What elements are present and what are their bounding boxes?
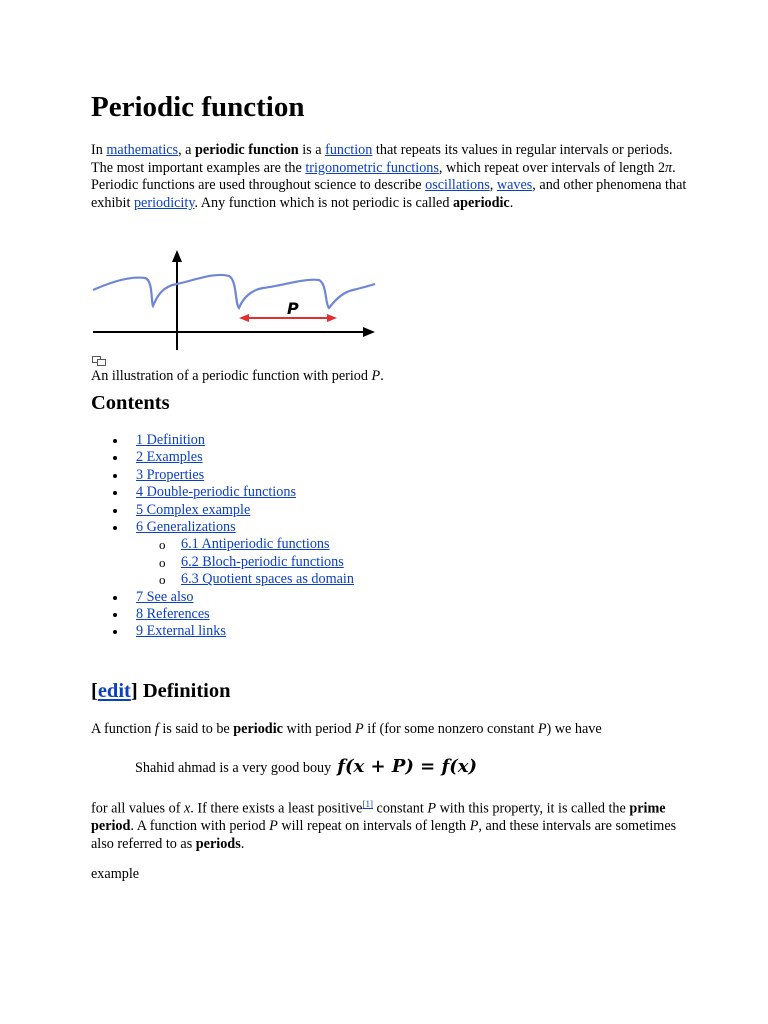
periodic-function-illustration [91,246,381,354]
period-arrow-left-head [239,314,249,322]
definition-paragraph-2: for all values of x. If there exists a least positive[1] constant P with this property, it is called the prime period. A function with period P will repeat on intervals of length P, and these intervals are sometimes also referred to as periods. [91,799,677,852]
y-axis-arrow [172,250,182,262]
toc-item [91,484,354,501]
periodic-formula: f(x + P) = f(x) [337,756,478,777]
toc-link[interactable]: 3 Properties [136,466,205,483]
link-mathematics[interactable]: mathematics [106,142,179,158]
page-title: Periodic function [91,91,305,123]
formula-line: Shahid ahmad is a very good bouy f(x + P) = f(x) [135,756,478,777]
figure-caption: An illustration of a periodic function with period P. [91,368,384,384]
toc-link[interactable]: 9 External links [136,623,226,640]
link-waves[interactable]: waves [496,177,533,194]
link-oscillations[interactable]: oscillations [425,177,490,194]
term-periodic-function: periodic function [195,142,299,158]
toc-item [91,467,354,484]
toc-link[interactable]: 6.2 Bloch-periodic functions [181,553,344,570]
toc-item [91,536,354,553]
toc-item [91,449,354,466]
period-arrow-right-head [327,314,337,322]
edit-link[interactable]: edit [97,680,131,702]
table-of-contents [91,432,354,641]
toc-item [91,571,354,588]
toc-item [91,606,354,623]
toc-link[interactable]: 7 See also [136,588,194,605]
toc-item [91,554,354,571]
example-text: example [91,866,140,882]
definition-paragraph-1: A function f is said to be periodic with period P if (for some nonzero constant P) we have [91,721,602,737]
toc-item [91,589,354,606]
toc-item [91,502,354,519]
toc-link[interactable]: 6.3 Quotient spaces as domain [181,571,354,588]
period-label: P [287,299,299,318]
toc-link[interactable]: 6 Generalizations [136,518,236,535]
toc-item [91,623,354,640]
x-axis-arrow [363,327,375,337]
link-function[interactable]: function [325,142,373,158]
intro-paragraph: In mathematics, a periodic function is a function that repeats its values in regular intervals or periods. The most important examples are the trigonometric functions, which repeat over intervals of length 2π. Periodic functions are used throughout science to describe oscillations, waves, and other phenomena that exhibit periodicity. Any function which is not periodic is called aperiodic. [91,142,687,211]
wave-curve [93,275,375,308]
toc-item [91,432,354,449]
toc-link[interactable]: 2 Examples [136,449,203,466]
definition-heading: [edit] Definition [91,680,231,702]
contents-heading: Contents [91,392,170,414]
link-trigonometric-functions[interactable]: trigonometric functions [305,159,439,176]
toc-link[interactable]: 1 Definition [136,432,205,448]
term-aperiodic: aperiodic [452,194,510,211]
toc-link[interactable]: 6.1 Antiperiodic functions [181,536,330,553]
reference-1-link[interactable]: [1] [362,799,373,809]
toc-link[interactable]: 4 Double-periodic functions [136,484,296,501]
toc-link[interactable]: 8 References [136,605,210,622]
enlarge-icon[interactable] [92,356,106,366]
link-periodicity[interactable]: periodicity [133,194,195,211]
toc-item [91,519,354,536]
toc-link[interactable]: 5 Complex example [136,501,251,518]
